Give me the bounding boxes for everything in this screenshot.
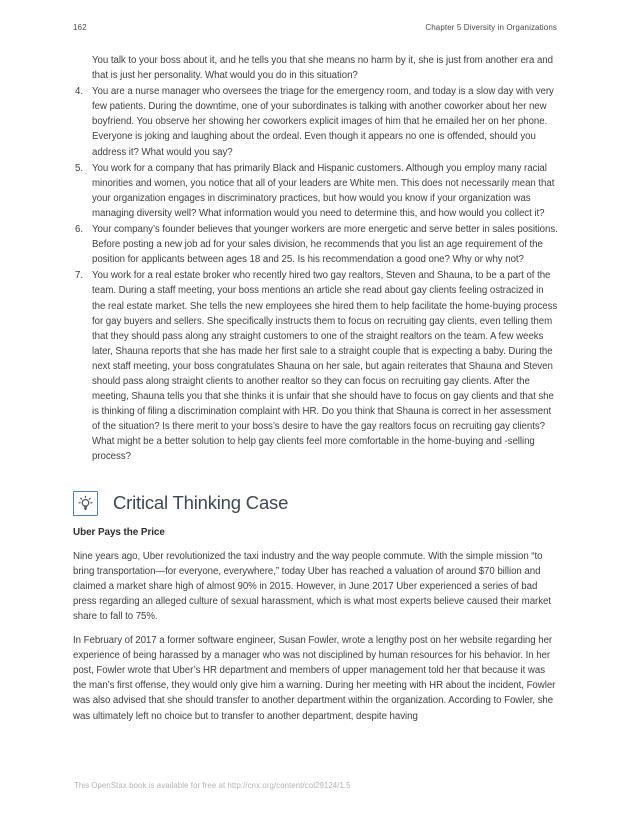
list-item-text: You work for a real estate broker who recently hired two gay realtors, Steven and Shauna, to be a part of the team. During a staff meeting, your boss mentions an article she read about gay clients feeling ostracized in the real estate market. She tells the new employees she hired them to help facilitate the home-buying process for gay buyers and sellers. She specifically instructs them to focus on recruiting gay clients, even telling them that they should pass along any straight customers to one of the straight realtors on the team. A few weeks later, Shauna reports that she has made her first sale to a straight couple that is expecting a baby. During the next staff meeting, your boss congratulates Shauna on her sale, but again reiterates that Shauna and Steven should pass along straight clients to another realtor so they can focus on recruiting gay clients. After the meeting, Shauna tells you that she thinks it is unfair that she should have to focus on gay clients and that she is thinking of filing a discrimination complaint with HR. Do you think that Shauna is correct in her assessment of the situation? Is there merit to your boss’s desire to have the gay realtors focus on recruiting gay clients? What might be a better solution to help gay clients feel more comfortable in the home-buying and -selling process? bbox=[92, 270, 558, 463]
list-item-text: You are a nurse manager who oversees the triage for the emergency room, and today is a slow day with very few patients. During the downtime, one of your subordinates is talking with another coworker about her new boyfriend. You observe her showing her coworkers explicit images of him that he emailed her on her phone. Everyone is joking and laughing about the ordeal. Even though it appears no one is offended, should you address it? What would you say? bbox=[92, 86, 554, 158]
lightbulb-icon bbox=[73, 491, 98, 516]
section-header bbox=[73, 491, 559, 516]
list-item-text: Your company’s founder believes that younger workers are more energetic and serve better in sales positions. Before posting a new job ad for your sales division, he recommends that you list an age requirement of the position for applicants between ages 18 and 25. Is his recommendation a good one? Why or why not? bbox=[92, 224, 558, 266]
critical-thinking-case-section bbox=[73, 491, 559, 724]
list-item-number: 6. bbox=[75, 224, 83, 236]
list-item bbox=[73, 84, 559, 159]
case-paragraph: In February of 2017 a former software engineer, Susan Fowler, wrote a lengthy post on her website regarding her experience of being harassed by a manager who was not disciplined by human resources for his behavior. In her post, Fowler wrote that Uber’s HR department and members of upper management told her that because it was the man’s first offense, they would only give him a warning. During her meeting with HR about the incident, Fowler was also advised that she should transfer to another department within the organization. According to Fowler, she was ultimately left no choice but to transfer to another department, despite having bbox=[73, 635, 556, 722]
list-item-number: 5. bbox=[75, 162, 83, 174]
case-paragraph: Nine years ago, Uber revolutionized the taxi industry and the way people commute. With the simple mission “to bring transportation—for everyone, everywhere,” today Uber has reached a valuation of around $70 billion and claimed a market share high of almost 90% in 2015. However, in June 2017 Uber experienced a series of bad press regarding an alleged culture of sexual harassment, which is what most experts believe caused their market share to fall to 75%. bbox=[73, 550, 551, 622]
question-3-continuation: You talk to your boss about it, and he tells you that she means no harm by it, she is just from another era and that is just her personality. What would you do in this situation? bbox=[92, 55, 553, 82]
list-item-number: 7. bbox=[75, 270, 83, 282]
list-item bbox=[73, 161, 559, 221]
openstax-footer-attribution: This OpenStax book is available for free at http://cnx.org/content/col29124/1.5 bbox=[74, 781, 351, 790]
case-subheading: Uber Pays the Price bbox=[73, 526, 165, 538]
list-item-number: 4. bbox=[75, 86, 83, 98]
page-header bbox=[0, 0, 630, 32]
section-title: Critical Thinking Case bbox=[113, 492, 289, 514]
list-item bbox=[73, 268, 559, 464]
page-content bbox=[0, 32, 630, 724]
list-item bbox=[73, 222, 559, 267]
page-number: 162 bbox=[73, 23, 87, 32]
list-item-text: You work for a company that has primarily Black and Hispanic customers. Although you employ many racial minorities and women, you notice that all of your leaders are White men. This does not necessarily mean that your organization engages in discriminatory practices, but how would you know if your organization was managing diversity well? What information would you need to determine this, and how would you collect it? bbox=[92, 162, 555, 219]
chapter-header: Chapter 5 Diversity in Organizations bbox=[425, 23, 557, 32]
